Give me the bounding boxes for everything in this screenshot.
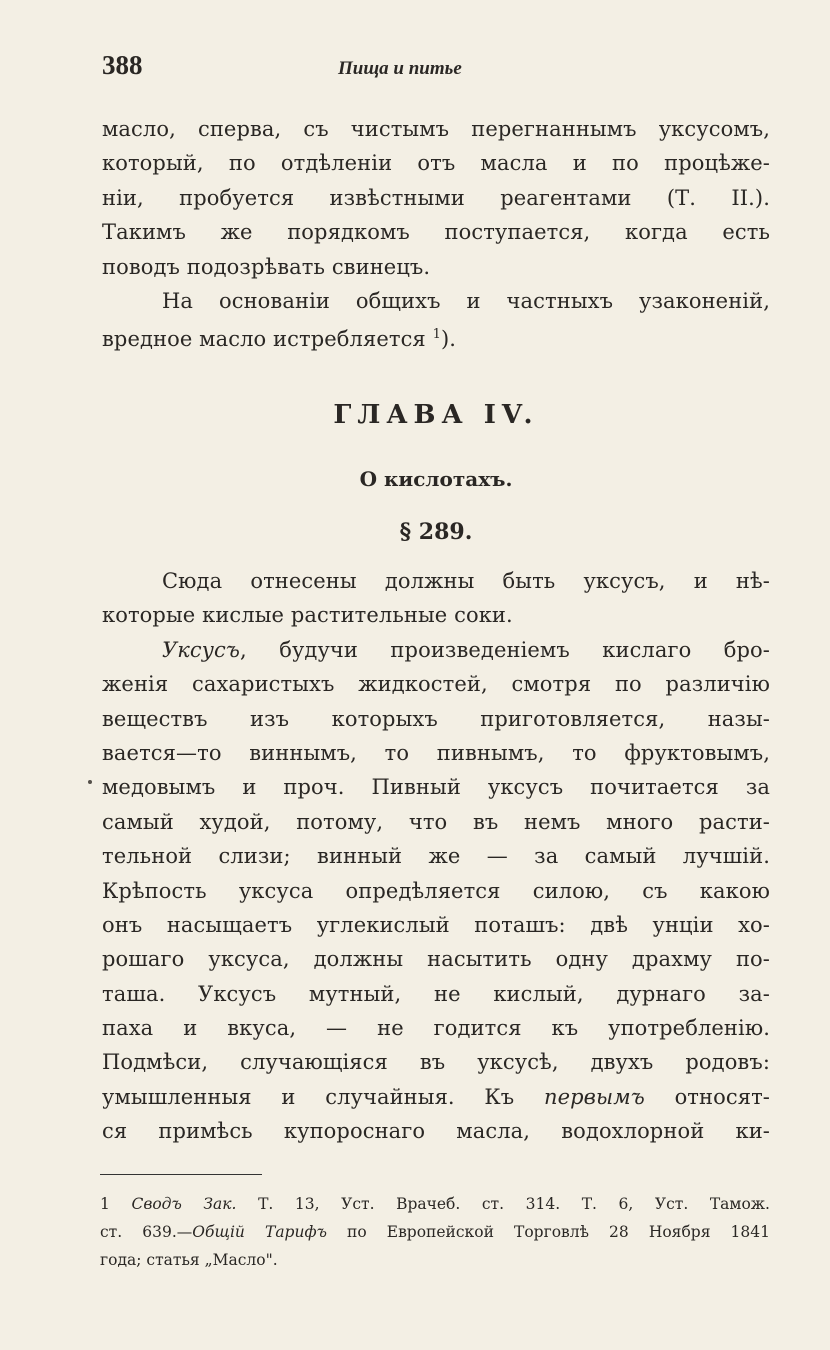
footnote-reference: 1 [432, 327, 441, 343]
footnote-text: ст. 639.— [100, 1223, 193, 1241]
paper-spot [88, 780, 92, 784]
text-line: Подмѣси, случающіяся въ уксусѣ, двухъ родовъ: [102, 1050, 770, 1075]
footnote-mark: 1 [100, 1195, 110, 1213]
text-line: На основаніи общихъ и частныхъ узаконеній, [162, 288, 770, 313]
text-line: который, по отдѣленіи отъ масла и по процѣже- [102, 151, 770, 176]
page-number: 388 [102, 50, 143, 80]
footnote-italic: Сводъ Зак. [131, 1195, 237, 1213]
footnote-italic: Общій Тарифъ [192, 1223, 327, 1241]
text-block-top [102, 112, 770, 353]
chapter-title: ГЛАВА IV. [333, 400, 539, 430]
text-line: поводъ подозрѣвать свинецъ. [102, 254, 431, 279]
footnote-text: по Европейской Торговлѣ 28 Ноября 1841 [347, 1223, 770, 1241]
text-span: умышленныя и случайныя. Къ [102, 1084, 515, 1109]
text-line: Крѣпость уксуса опредѣляется силою, съ какою [102, 878, 770, 903]
text-line-with-footnote [102, 318, 770, 352]
text-line: ніи, пробуется извѣстными реагентами (Т. II.). [102, 185, 770, 210]
text-line: ся примѣсь купороснаго масла, водохлорной ки- [102, 1119, 770, 1144]
text-line: масло, сперва, съ чистымъ перегнаннымъ уксусомъ, [102, 117, 770, 141]
text-line: Сюда отнесены должны быть уксусъ, и нѣ- [162, 569, 770, 593]
text-block-main [102, 564, 770, 1149]
page-header [102, 50, 770, 90]
footnote-divider [100, 1174, 262, 1175]
text-span: вредное масло истребляется [102, 327, 426, 352]
text-line: веществъ изъ которыхъ приготовляется, назы- [102, 706, 770, 731]
text-line: паха и вкуса, — не годится къ употребленію. [102, 1016, 770, 1041]
text-line: рошаго уксуса, должны насытить одну драхму по- [102, 947, 770, 972]
text-line [102, 633, 770, 667]
section-number: § 289. [399, 519, 473, 545]
footnote [100, 1190, 770, 1274]
text-line: онъ насыщаетъ углекислый поташъ: двѣ унціи хо- [102, 912, 770, 937]
text-line [102, 1080, 770, 1114]
text-line: медовымъ и проч. Пивный уксусъ почитается за [102, 775, 770, 800]
text-line: тельной слизи; винный же — за самый лучшій. [102, 844, 770, 869]
italic-term: Уксусъ [162, 637, 241, 662]
text-line: таша. Уксусъ мутный, не кислый, дурнаго за- [102, 981, 770, 1006]
footnote-line [100, 1218, 770, 1246]
text-line: женія сахаристыхъ жидкостей, смотря по различію [102, 672, 770, 697]
chapter-subtitle: О кислотахъ. [359, 467, 513, 491]
text-line: самый худой, потому, что въ немъ много расти- [102, 809, 770, 834]
text-line: Такимъ же порядкомъ поступается, когда есть [102, 220, 770, 245]
footnote-line [100, 1190, 770, 1218]
text-span: , будучи произведеніемъ кислаго бро- [240, 637, 770, 662]
running-head: Пища и питье [338, 58, 462, 79]
text-line: которые кислые растительные соки. [102, 603, 513, 628]
text-span: ). [440, 327, 457, 352]
text-span: относят- [674, 1084, 770, 1109]
text-line: вается—то виннымъ, то пивнымъ, то фруктовымъ, [102, 740, 770, 765]
footnote-line: года; статья „Масло". [100, 1251, 278, 1269]
italic-term: первымъ [543, 1084, 645, 1109]
footnote-text: Т. 13, Уст. Врачеб. ст. 314. Т. 6, Уст. Тамож. [258, 1195, 770, 1213]
